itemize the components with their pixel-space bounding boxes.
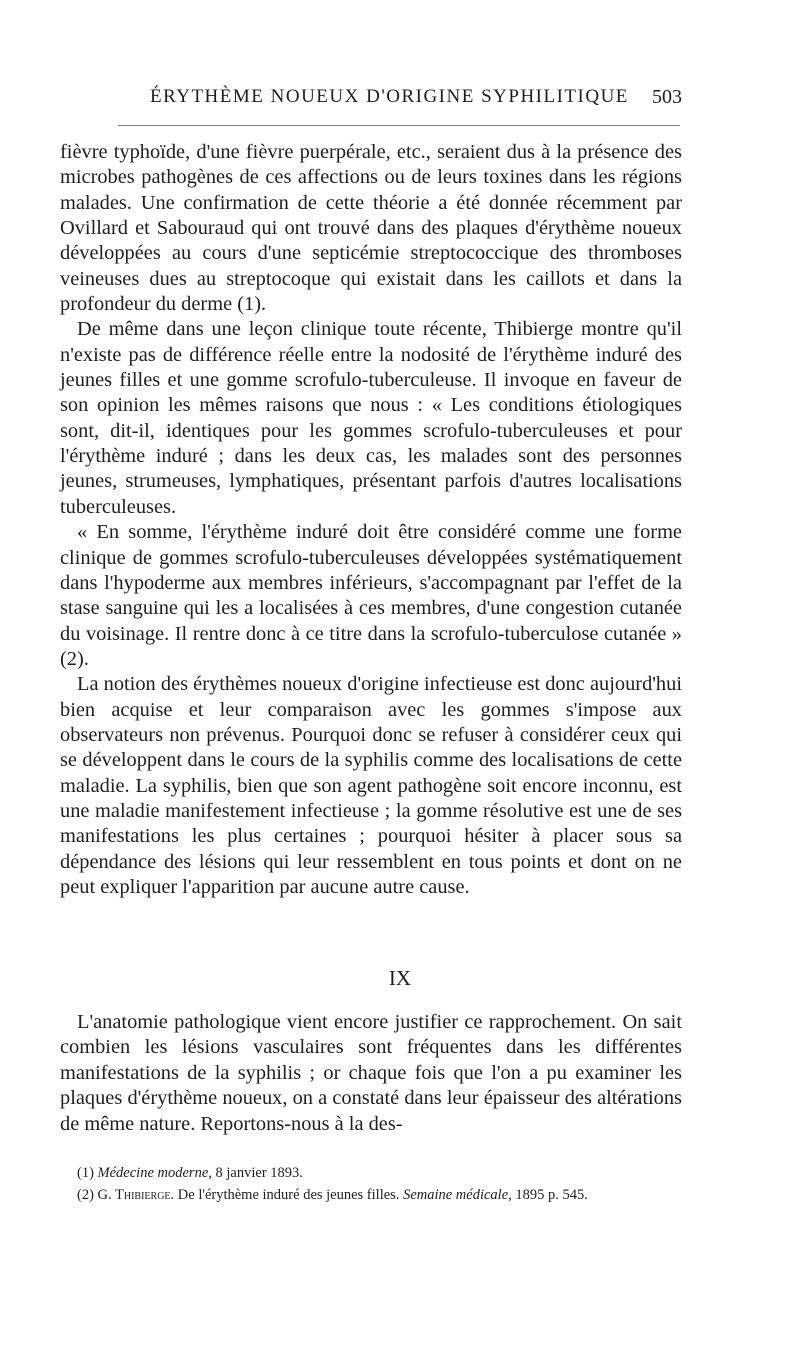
- main-text: [60, 140, 682, 900]
- page-number: 503: [652, 86, 682, 108]
- footnote-mark: (2): [77, 1187, 94, 1203]
- footnote-date: 1895 p. 545.: [515, 1187, 588, 1203]
- header-rule: [118, 125, 680, 126]
- footnote-text: De l'érythème induré des jeunes filles.: [177, 1187, 400, 1203]
- footnote-journal: Semaine médicale,: [403, 1187, 512, 1203]
- section-text: [60, 1010, 682, 1137]
- footnote-source-title: Médecine moderne,: [97, 1165, 212, 1181]
- section-heading: IX: [388, 966, 412, 990]
- running-header: [60, 86, 682, 112]
- footnotes: [60, 1162, 682, 1206]
- paragraph: fièvre typhoïde, d'une fièvre puerpérale, etc., seraient dus à la présence des microbes pathogènes de ces affections ou de leurs toxines dans les régions malades. Une confirmation de cette théorie a été donnée récemment par Ovillard et Sabouraud qui ont trouvé dans des plaques d'érythème noueux développées au cours d'une septicémie streptococcique des thromboses veineuses dues au streptocoque qui existait dans les caillots et dans la profondeur du derme (1).: [60, 141, 682, 316]
- footnote-1: [60, 1162, 682, 1184]
- paragraph: « En somme, l'érythème induré doit être considéré comme une forme clinique de gommes scrofulo-tuberculeuses développées systématiquement dans l'hypoderme aux membres inférieurs, s'accompagnant par l'effet de la stase sanguine qui les a localisées à ces membres, d'une congestion cutanée du voisinage. Il rentre donc à ce titre dans la scrofulo-tuberculose cutanée » (2).: [60, 521, 682, 670]
- footnote-author: G. Thibierge.: [97, 1187, 175, 1203]
- paragraph: La notion des érythèmes noueux d'origine infectieuse est donc aujourd'hui bien acquise et leur comparaison avec les gommes s'impose aux observateurs non prévenus. Pourquoi donc se refuser à considérer ceux qui se développent dans le cours de la syphilis comme des localisations de cette maladie. La syphilis, bien que son agent pathogène soit encore inconnu, est une maladie manifestement infectieuse ; la gomme résolutive est une de ses manifestations les plus certaines ; pourquoi hésiter à placer sous sa dépendance des lésions qui leur ressemblent en tous points et dont on ne peut expliquer l'apparition par aucune autre cause.: [60, 673, 682, 898]
- footnote-2: [60, 1184, 682, 1206]
- paragraph: L'anatomie pathologique vient encore justifier ce rapprochement. On sait combien les lésions vasculaires sont fréquentes dans les différentes manifestations de la syphilis ; or chaque fois que l'on a pu examiner les plaques d'érythème noueux, on a constaté dans leur épaisseur des altérations de même nature. Reportons-nous à la des-: [60, 1011, 682, 1135]
- footnote-date: 8 janvier 1893.: [215, 1165, 303, 1181]
- footnote-mark: (1): [77, 1165, 94, 1181]
- running-title: ÉRYTHÈME NOUEUX D'ORIGINE SYPHILITIQUE: [150, 86, 629, 107]
- paragraph: De même dans une leçon clinique toute récente, Thibierge montre qu'il n'existe pas de différence réelle entre la nodosité de l'érythème induré des jeunes filles et une gomme scrofulo-tuberculeuse. Il invoque en faveur de son opinion les mêmes raisons que nous : « Les conditions étiologiques sont, dit-il, identiques pour les gommes scrofulo-tuberculeuses et pour l'érythème induré ; dans les deux cas, les malades sont des personnes jeunes, strumeuses, lymphatiques, présentant parfois d'autres localisations tuberculeuses.: [60, 318, 682, 518]
